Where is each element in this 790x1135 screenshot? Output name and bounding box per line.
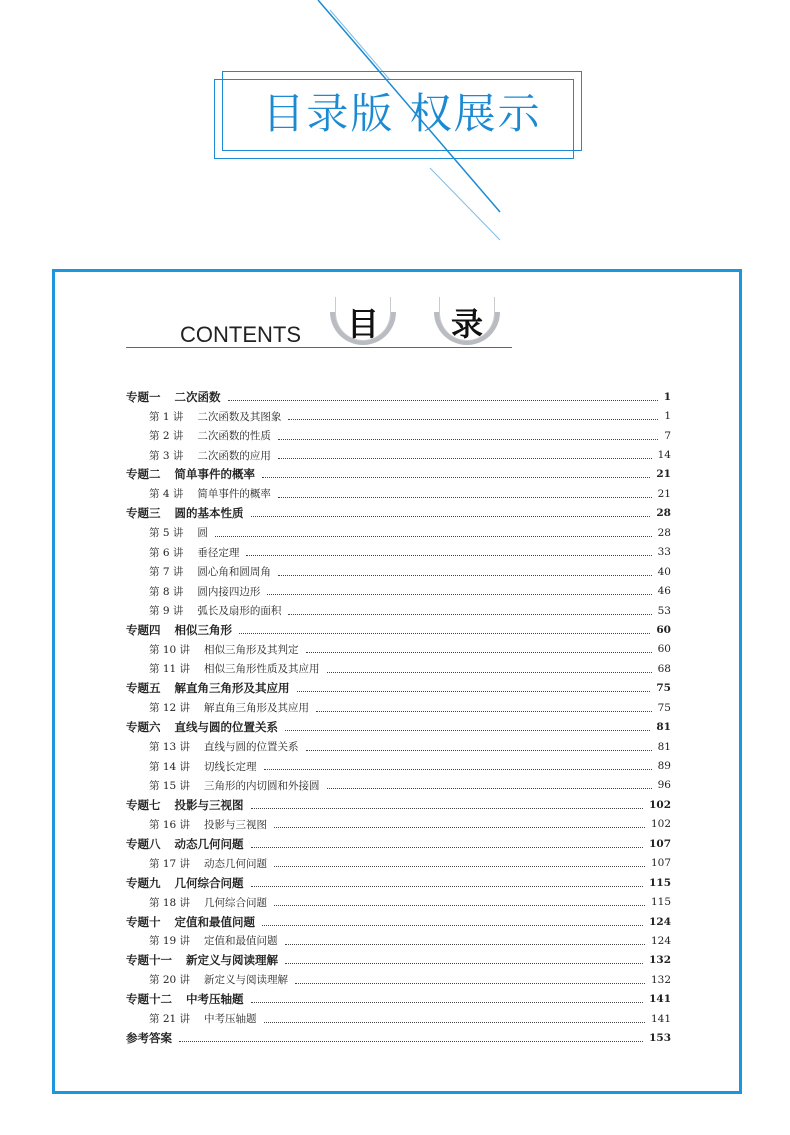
- toc-leader-dots: [215, 535, 652, 537]
- toc-number: 专题九: [126, 875, 161, 890]
- toc-leader-dots: [274, 826, 645, 828]
- contents-rule: [126, 347, 512, 348]
- toc-title: 定值和最值问题: [204, 935, 278, 948]
- toc-page-number: 60: [657, 643, 671, 656]
- toc-leader-dots: [274, 904, 645, 906]
- toc-label: [126, 622, 236, 638]
- toc-page-number: 21: [656, 468, 671, 481]
- badge-char-2: 录: [450, 305, 483, 343]
- toc-leader-dots: [251, 515, 651, 517]
- toc-page-number: 53: [657, 604, 671, 617]
- toc-label: [149, 409, 285, 424]
- toc-lesson-row[interactable]: [126, 970, 671, 989]
- toc-label: [149, 642, 303, 657]
- toc-number: 第 19 讲: [149, 935, 191, 948]
- toc-lesson-row[interactable]: [126, 854, 671, 873]
- toc-title: 圆的基本性质: [174, 506, 244, 521]
- toc-leader-dots: [251, 807, 644, 809]
- toc-label: [149, 584, 264, 599]
- toc-lesson-row[interactable]: [126, 698, 671, 717]
- toc-topic-row[interactable]: [126, 951, 671, 970]
- toc-page-number: 21: [657, 487, 671, 500]
- toc-leader-dots: [179, 1040, 643, 1042]
- toc-label: [149, 856, 271, 871]
- toc-label: [149, 933, 282, 948]
- toc-page-number: 124: [649, 915, 671, 928]
- toc-page-number: 33: [657, 546, 671, 559]
- toc-number: 专题一: [126, 389, 161, 404]
- toc-label: [149, 428, 275, 443]
- toc-leader-dots: [288, 613, 651, 615]
- toc-number: 第 15 讲: [149, 779, 191, 792]
- toc-label: [126, 719, 282, 735]
- toc-number: 第 21 讲: [149, 1013, 191, 1026]
- toc-topic-row[interactable]: [126, 465, 671, 484]
- toc-title: 简单事件的概率: [174, 467, 255, 482]
- toc-title: 三角形的内切圆和外接圆: [204, 779, 320, 792]
- toc-leader-dots: [327, 787, 652, 789]
- toc-label: [149, 545, 243, 560]
- toc-page-number: 102: [650, 818, 671, 831]
- toc-number: 专题十: [126, 914, 161, 929]
- toc-label: [126, 389, 225, 405]
- toc-leader-dots: [251, 846, 644, 848]
- toc-lesson-row[interactable]: [126, 931, 671, 950]
- toc-label: [149, 564, 275, 579]
- toc-label: [149, 1011, 261, 1026]
- toc-title: 新定义与阅读理解: [186, 953, 278, 968]
- toc-page-number: 81: [657, 740, 671, 753]
- toc-title: 二次函数的应用: [197, 449, 271, 462]
- toc-title: 相似三角形: [174, 622, 232, 637]
- toc-topic-row[interactable]: [126, 717, 671, 736]
- toc-leader-dots: [228, 399, 658, 401]
- toc-title: 中考压轴题: [204, 1013, 257, 1026]
- toc-page-number: 75: [657, 701, 671, 714]
- toc-lesson-row[interactable]: [126, 543, 671, 562]
- toc-title: 圆: [197, 527, 208, 540]
- toc-lesson-row[interactable]: [126, 581, 671, 600]
- toc-label: [149, 448, 275, 463]
- toc-label: [126, 466, 259, 482]
- toc-topic-row[interactable]: [126, 620, 671, 639]
- toc-title: 动态几何问题: [174, 836, 244, 851]
- toc-page-number: 89: [657, 760, 671, 773]
- toc-page-number: 1: [663, 390, 671, 403]
- toc-page-number: 153: [649, 1032, 671, 1045]
- toc-leader-dots: [306, 749, 652, 751]
- toc-lesson-row[interactable]: [126, 776, 671, 795]
- toc-label: [149, 759, 261, 774]
- toc-number: 第 4 讲: [149, 488, 184, 501]
- toc-leader-dots: [239, 632, 650, 634]
- toc-topic-row[interactable]: [126, 504, 671, 523]
- toc-page-number: 124: [650, 934, 671, 947]
- toc-page-number: 68: [657, 662, 671, 675]
- toc-page-number: 1: [664, 410, 671, 423]
- toc-number: 第 9 讲: [149, 605, 184, 618]
- toc-lesson-row[interactable]: [126, 601, 671, 620]
- toc-number: 专题四: [126, 622, 161, 637]
- toc-lesson-row[interactable]: [126, 445, 671, 464]
- toc-page-number: 115: [650, 896, 671, 909]
- toc-label: [126, 797, 248, 813]
- toc-lesson-row[interactable]: [126, 815, 671, 834]
- toc-leader-dots: [288, 418, 658, 420]
- toc-label: [149, 817, 271, 832]
- toc-number: 第 7 讲: [149, 566, 184, 579]
- toc-number: 第 5 讲: [149, 527, 184, 540]
- toc-label: [149, 778, 324, 793]
- toc-title: 二次函数的性质: [197, 430, 271, 443]
- toc-leader-dots: [278, 574, 652, 576]
- toc-number: 第 17 讲: [149, 857, 191, 870]
- toc-title: 相似三角形及其判定: [204, 643, 299, 656]
- toc-label: [149, 525, 212, 540]
- toc-leader-dots: [285, 943, 645, 945]
- toc-leader-dots: [246, 554, 651, 556]
- toc-title: 圆内接四边形: [197, 585, 261, 598]
- toc-page-number: 40: [657, 565, 671, 578]
- toc-page-number: 7: [664, 429, 671, 442]
- toc-number: 第 14 讲: [149, 760, 191, 773]
- toc-label: [126, 914, 259, 930]
- toc-number: 专题六: [126, 720, 161, 735]
- toc-title: 直线与圆的位置关系: [174, 720, 278, 735]
- toc-lesson-row[interactable]: [126, 406, 671, 425]
- toc-label: [126, 952, 282, 968]
- toc-number: 第 8 讲: [149, 585, 184, 598]
- toc-page-number: 107: [650, 857, 671, 870]
- toc-lesson-row[interactable]: [126, 640, 671, 659]
- toc-title: 简单事件的概率: [197, 488, 271, 501]
- toc-page-number: 141: [649, 993, 671, 1006]
- mu-badge-icon: [330, 297, 396, 345]
- toc-title: 中考压轴题: [186, 992, 244, 1007]
- toc-title: 弧长及扇形的面积: [197, 605, 282, 618]
- toc-page-number: 14: [657, 449, 671, 462]
- toc-page-number: 96: [657, 779, 671, 792]
- toc-lesson-row[interactable]: [126, 1009, 671, 1028]
- toc-leader-dots: [278, 496, 652, 498]
- toc-page-number: 28: [656, 507, 671, 520]
- banner-title: 目录版 权展示: [262, 89, 542, 138]
- toc-title: 新定义与阅读理解: [204, 974, 289, 987]
- toc-lesson-row[interactable]: [126, 756, 671, 775]
- toc-number: 专题三: [126, 506, 161, 521]
- toc-title: 定值和最值问题: [174, 914, 255, 929]
- toc-page-number: 107: [649, 837, 671, 850]
- toc-number: 第 6 讲: [149, 546, 184, 559]
- lu-badge-icon: [434, 297, 500, 345]
- toc-title: 相似三角形性质及其应用: [204, 663, 320, 676]
- toc-leader-dots: [264, 1021, 645, 1023]
- toc-leader-dots: [274, 865, 645, 867]
- toc-title: 几何综合问题: [174, 875, 244, 890]
- contents-heading: CONTENTS: [180, 322, 301, 347]
- toc-label: [126, 1030, 176, 1046]
- toc-number: 第 18 讲: [149, 896, 191, 909]
- toc-label: [126, 836, 248, 852]
- toc-number: 第 20 讲: [149, 974, 191, 987]
- toc-number: 第 1 讲: [149, 410, 184, 423]
- toc-leader-dots: [297, 690, 651, 692]
- toc-lesson-row[interactable]: [126, 659, 671, 678]
- toc-topic-row[interactable]: [126, 679, 671, 698]
- toc-leader-dots: [316, 710, 652, 712]
- toc-lesson-row[interactable]: [126, 562, 671, 581]
- toc-lesson-row[interactable]: [126, 737, 671, 756]
- toc-number: 第 13 讲: [149, 741, 191, 754]
- toc-label: [149, 486, 275, 501]
- toc-number: 第 3 讲: [149, 449, 184, 462]
- toc-title: 圆心角和圆周角: [197, 566, 271, 579]
- toc-lesson-row[interactable]: [126, 523, 671, 542]
- toc-label: [149, 700, 313, 715]
- toc-page-number: 141: [650, 1012, 671, 1025]
- toc-title: 二次函数及其图象: [197, 410, 282, 423]
- toc-number: 专题五: [126, 681, 161, 696]
- toc-title: 解直角三角形及其应用: [204, 702, 310, 715]
- toc-number: 专题七: [126, 797, 161, 812]
- toc-lesson-row[interactable]: [126, 484, 671, 503]
- toc-label: [149, 739, 303, 754]
- toc-topic-row[interactable]: [126, 387, 671, 406]
- toc-leader-dots: [267, 593, 651, 595]
- toc-leader-dots: [251, 1001, 644, 1003]
- toc-leader-dots: [327, 671, 652, 673]
- toc-leader-dots: [278, 438, 658, 440]
- toc-title: 直线与圆的位置关系: [204, 741, 299, 754]
- toc-label: [149, 972, 292, 987]
- toc-leader-dots: [285, 729, 650, 731]
- toc-topic-row[interactable]: [126, 834, 671, 853]
- toc-label: [149, 603, 285, 618]
- toc-label: [149, 895, 271, 910]
- toc-topic-row[interactable]: [126, 912, 671, 931]
- toc-number: 专题十二: [126, 992, 172, 1007]
- toc-lesson-row[interactable]: [126, 426, 671, 445]
- toc-label: [126, 680, 294, 696]
- toc-number: 专题十一: [126, 953, 172, 968]
- toc-leader-dots: [278, 457, 652, 459]
- toc-number: 参考答案: [126, 1031, 172, 1046]
- toc-title: 投影与三视图: [204, 818, 268, 831]
- toc-topic-row[interactable]: [126, 873, 671, 892]
- toc-page-number: 102: [649, 798, 671, 811]
- toc-topic-row[interactable]: [126, 990, 671, 1009]
- toc-leader-dots: [306, 651, 652, 653]
- toc-leader-dots: [264, 768, 652, 770]
- toc-number: 专题八: [126, 836, 161, 851]
- toc-title: 解直角三角形及其应用: [174, 681, 290, 696]
- toc-page-number: 75: [656, 682, 671, 695]
- toc-lesson-row[interactable]: [126, 892, 671, 911]
- toc-page-number: 132: [649, 954, 671, 967]
- toc-label: [149, 661, 324, 676]
- toc-number: 第 2 讲: [149, 430, 184, 443]
- toc-label: [126, 991, 248, 1007]
- toc-title: 几何综合问题: [204, 896, 268, 909]
- toc-number: 第 16 讲: [149, 818, 191, 831]
- toc-title: 投影与三视图: [174, 797, 244, 812]
- toc-title: 动态几何问题: [204, 857, 268, 870]
- toc-leader-dots: [262, 476, 650, 478]
- toc-title: 二次函数: [174, 389, 221, 404]
- toc-topic-row[interactable]: [126, 795, 671, 814]
- toc-label: [126, 505, 248, 521]
- toc-number: 第 12 讲: [149, 702, 191, 715]
- toc-leader-dots: [251, 885, 644, 887]
- toc-leader-dots: [285, 962, 643, 964]
- toc-title: 垂径定理: [197, 546, 240, 559]
- toc-page-number: 60: [656, 623, 671, 636]
- toc-number: 第 11 讲: [149, 663, 191, 676]
- toc-page-number: 132: [650, 973, 671, 986]
- toc-leader-dots: [295, 982, 645, 984]
- toc-page-number: 81: [656, 721, 671, 734]
- badge-char-1: 目: [346, 305, 379, 343]
- toc-page-number: 46: [657, 585, 671, 598]
- toc-title: 切线长定理: [204, 760, 257, 773]
- toc-topic-row[interactable]: [126, 1028, 671, 1047]
- toc-number: 第 10 讲: [149, 643, 191, 656]
- toc-label: [126, 875, 248, 891]
- table-of-contents: [126, 387, 671, 1048]
- toc-page-number: 115: [649, 876, 671, 889]
- toc-leader-dots: [262, 924, 643, 926]
- toc-page-number: 28: [657, 526, 671, 539]
- toc-number: 专题二: [126, 467, 161, 482]
